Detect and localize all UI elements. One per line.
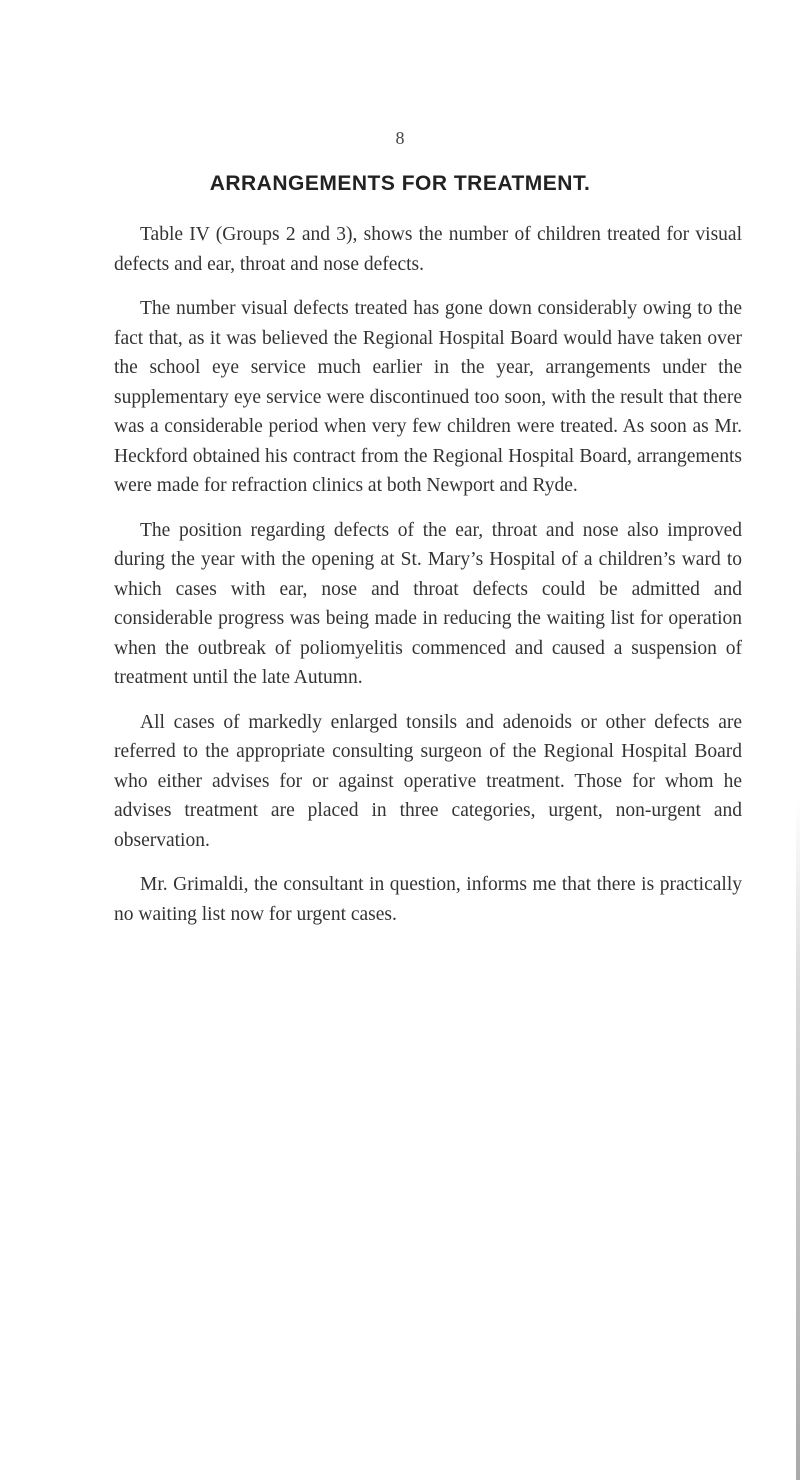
paragraph-waiting-list: Mr. Grimaldi, the consultant in question, informs me that there is practically no waiting list now for urgent cases. [114,874,742,925]
page-edge-shadow [796,800,800,1480]
body-text [114,220,742,944]
paragraph-table-reference: Table IV (Groups 2 and 3), shows the number of children treated for visual defects and ear, throat and nose defects. [114,224,742,275]
paragraph-visual-defects: The number visual defects treated has gone down considerably owing to the fact that, as it was believed the Regional Hospital Board would have taken over the school eye service much earlier in the year, arrangements under the supplementary eye service were discontinued too soon, with the result that there was a considerable period when very few children were treated. As soon as Mr. Heckford obtained his contract from the Regional Hospital Board, arrangements were made for refraction clinics at both Newport and Ryde. [114,298,742,496]
paragraph-ear-throat-nose: The position regarding defects of the ear, throat and nose also improved during the year with the opening at St. Mary’s Hospital of a children’s ward to which cases with ear, nose and throat defects could be admitted and considerable progress was being made in reducing the waiting list for operation when the outbreak of poliomyelitis commenced and caused a suspension of treatment until the late Autumn. [114,519,742,688]
paragraph-tonsils-adenoids: All cases of markedly enlarged tonsils and adenoids or other defects are referred to the appropriate consulting surgeon of the Regional Hospital Board who either advises for or against operative treatment. Those for whom he advises treatment are placed in three categories, urgent, non-urgent and observation. [114,711,742,851]
page-number: 8 [395,128,405,148]
section-heading: ARRANGEMENTS FOR TREATMENT. [209,172,591,195]
